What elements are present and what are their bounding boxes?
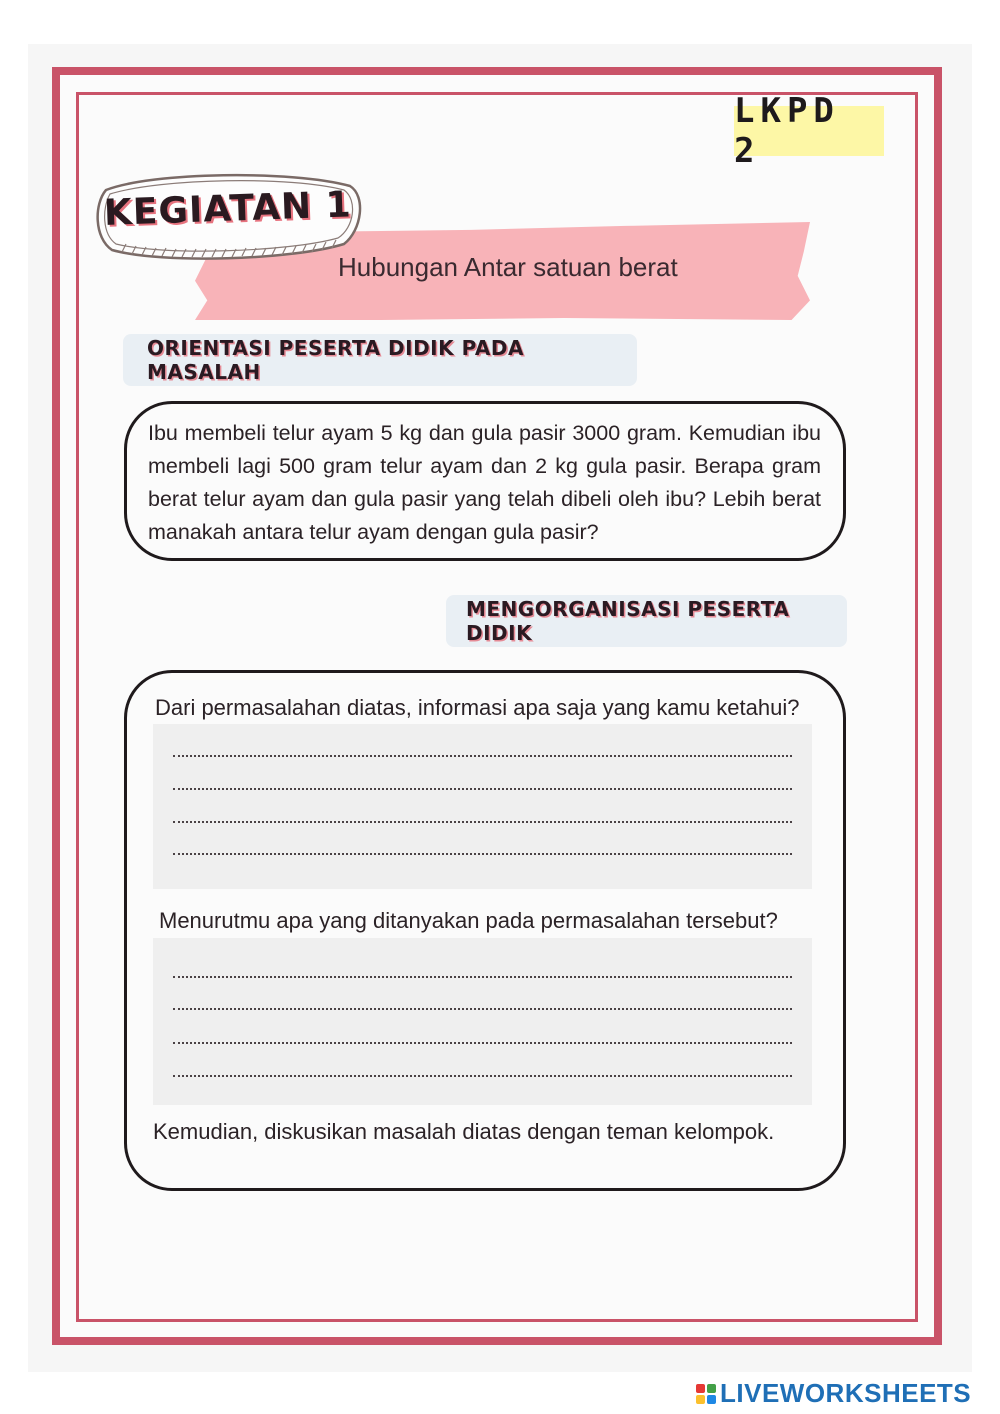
answer-area-known-info[interactable] bbox=[153, 724, 812, 889]
closing-instruction: Kemudian, diskusikan masalah diatas dengan teman kelompok. bbox=[153, 1119, 775, 1144]
answer-line[interactable] bbox=[173, 1075, 792, 1077]
activity-title: KEGIATAN 1 bbox=[103, 184, 353, 234]
logo-square-icon bbox=[696, 1384, 705, 1393]
liveworksheets-watermark[interactable] bbox=[696, 1378, 971, 1409]
answer-line[interactable] bbox=[173, 1042, 792, 1044]
answer-line[interactable] bbox=[173, 755, 792, 757]
answer-area-asked[interactable] bbox=[153, 938, 812, 1105]
answer-line[interactable] bbox=[173, 1008, 792, 1010]
section-heading-orientasi bbox=[123, 334, 637, 386]
logo-square-icon bbox=[707, 1384, 716, 1393]
section-heading-organisasi bbox=[446, 595, 847, 647]
liveworksheets-logo-icon bbox=[696, 1384, 716, 1404]
activity-subtitle: Hubungan Antar satuan berat bbox=[338, 252, 678, 282]
section-heading-text: ORIENTASI PESERTA DIDIK PADA MASALAH bbox=[147, 336, 524, 384]
logo-square-icon bbox=[707, 1395, 716, 1404]
answer-line[interactable] bbox=[173, 976, 792, 978]
answer-line[interactable] bbox=[173, 821, 792, 823]
section-heading-text: MENGORGANISASI PESERTA DIDIK bbox=[466, 597, 790, 645]
question-known-info: Dari permasalahan diatas, informasi apa saja yang kamu ketahui? bbox=[155, 695, 800, 720]
problem-text: Ibu membeli telur ayam 5 kg dan gula pasir 3000 gram. Kemudian ibu membeli lagi 500 gram telur ayam dan 2 kg gula pasir. Berapa gram berat telur ayam dan gula pasir yang telah dibeli oleh ibu? Lebih berat manakah antara telur ayam dengan gula pasir? bbox=[148, 421, 821, 544]
answer-line[interactable] bbox=[173, 853, 792, 855]
watermark-text: LIVEWORKSHEETS bbox=[720, 1378, 972, 1408]
logo-square-icon bbox=[696, 1395, 705, 1404]
lkpd-badge: LKPD 2 bbox=[734, 106, 884, 156]
question-asked: Menurutmu apa yang ditanyakan pada permasalahan tersebut? bbox=[159, 908, 778, 933]
answer-line[interactable] bbox=[173, 788, 792, 790]
